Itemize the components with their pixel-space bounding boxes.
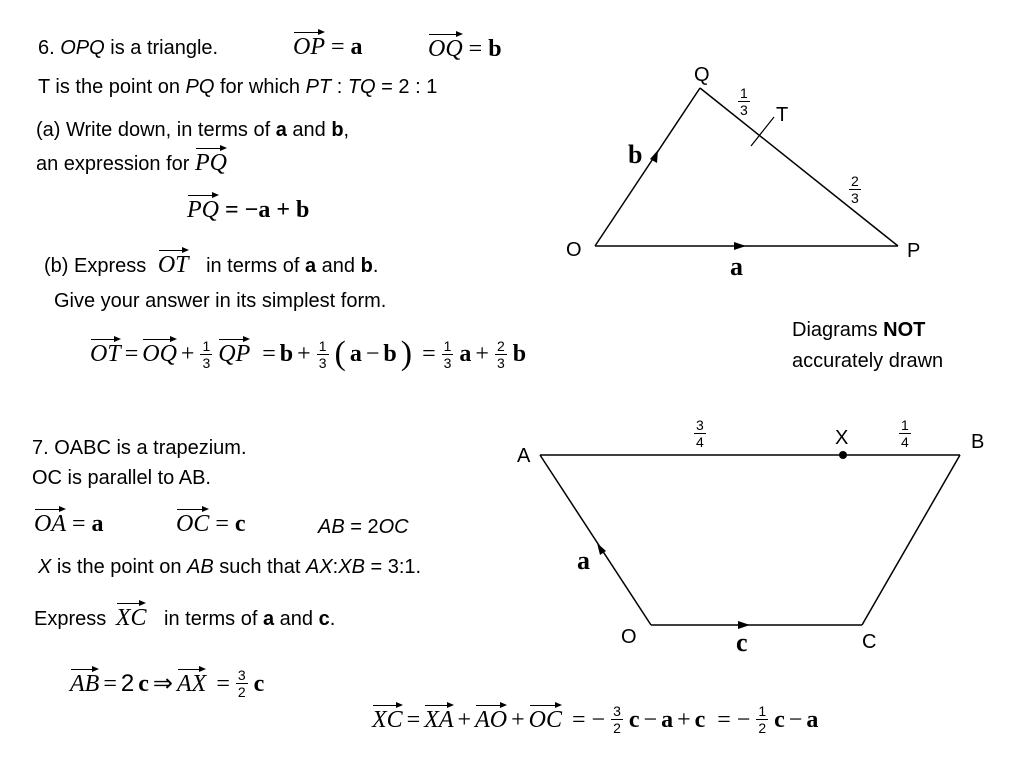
vector-xc: XC <box>115 605 147 631</box>
bold-c: c <box>253 670 265 697</box>
period: . <box>329 608 336 630</box>
numerator: 1 <box>740 85 748 101</box>
ratio: = 3:1. <box>370 556 422 578</box>
bold-c: c <box>774 706 785 733</box>
numerator: 1 <box>758 703 767 719</box>
denominator: 3 <box>740 102 748 118</box>
text: such that <box>219 556 301 578</box>
numerator: 3 <box>237 667 246 683</box>
line-cb <box>862 455 960 625</box>
fraction-xb <box>897 418 913 449</box>
vector-oq: OQ <box>142 341 177 367</box>
q6-opq: OPQ <box>60 37 105 59</box>
text: (b) Express <box>44 255 147 277</box>
eq-sign: = <box>262 341 276 367</box>
implies-icon: ⇒ <box>152 670 173 697</box>
minus-sign: − <box>643 706 658 733</box>
bold-c: c <box>318 608 330 630</box>
two: 2 <box>120 669 135 697</box>
colon: : <box>336 76 343 98</box>
oc-label: OC <box>378 516 409 538</box>
vector-oa: OA <box>34 511 66 537</box>
plus-sign: + <box>457 706 472 733</box>
eq-minus: = − <box>717 706 751 733</box>
text: T is the point on <box>38 76 180 98</box>
bold-a: a <box>349 341 362 367</box>
xb-label: XB <box>338 556 365 578</box>
minus-sign: − <box>788 706 803 733</box>
bold-a: a <box>661 706 674 733</box>
text: Diagrams <box>792 319 878 341</box>
and: and <box>279 608 314 630</box>
denominator: 2 <box>613 720 621 736</box>
ax-label: AX <box>305 556 333 578</box>
answer-a-rhs: = −a + b <box>225 197 310 223</box>
label-a: A <box>517 445 531 467</box>
line-qp <box>700 85 898 246</box>
eq-sign: = <box>72 511 86 537</box>
vector-ot: OT <box>157 252 189 278</box>
eq-sign: = <box>215 511 229 537</box>
q6-part-b-line2: Give your answer in its simplest form. <box>54 290 387 312</box>
x-label: X <box>38 556 52 578</box>
vector-qp: QP <box>218 341 251 367</box>
bold-a: a <box>275 119 287 141</box>
bold-a: a <box>806 706 819 733</box>
ab-label: AB <box>318 516 345 538</box>
text: (a) Write down, in terms of <box>36 119 271 141</box>
point-x-dot <box>839 451 847 459</box>
q7-answer-2 <box>372 704 818 735</box>
label-x: X <box>835 427 849 449</box>
q6-is-triangle: is a triangle. <box>110 37 219 59</box>
plus-sign: + <box>511 706 525 733</box>
line-oa <box>540 455 651 625</box>
bold-b: b <box>331 119 344 141</box>
label-o2: O <box>621 626 637 648</box>
pt-label: PT <box>305 76 332 98</box>
fraction-three-halves <box>611 704 623 735</box>
q7-line4 <box>38 557 421 577</box>
vector-ax: AX <box>177 670 207 697</box>
q7-express <box>34 606 335 630</box>
numerator: 1 <box>202 337 211 354</box>
bold-a: a <box>459 341 472 367</box>
numerator: 3 <box>613 703 621 719</box>
q7-answer-1 <box>70 668 264 699</box>
vector-b: b <box>488 36 502 62</box>
text: is the point on <box>56 556 182 578</box>
tq-label: TQ <box>347 76 376 98</box>
eq-sign: = <box>103 670 117 697</box>
numerator: 1 <box>318 337 327 354</box>
comma: , <box>343 119 350 141</box>
bold-a: a <box>262 608 275 630</box>
eq-sign: = <box>406 706 421 733</box>
bold-b: b <box>512 341 527 367</box>
q7-line2: OC is parallel to AB. <box>32 467 211 489</box>
label-vector-c: c <box>736 628 748 657</box>
vector-pq: PQ <box>194 150 227 176</box>
vector-ao: AO <box>475 706 508 733</box>
eq-sign: = <box>468 36 483 62</box>
text: in terms of <box>206 255 300 277</box>
colon: : <box>332 556 339 578</box>
vector-oc: OC <box>176 511 210 537</box>
period: . <box>372 255 379 277</box>
bold-c: c <box>138 670 149 697</box>
label-c: C <box>862 631 877 653</box>
denominator: 3 <box>496 354 505 371</box>
numerator: 2 <box>851 173 859 189</box>
vector-oq: OQ <box>428 36 463 62</box>
bold-c: c <box>234 511 246 537</box>
q7-oc-eq <box>176 512 246 536</box>
ab-label: AB <box>187 556 214 578</box>
bold-b: b <box>360 255 373 277</box>
q7-ab-eq <box>318 517 409 537</box>
vector-ot: OT <box>90 341 121 367</box>
numerator: 3 <box>696 417 704 433</box>
ratio: = 2 : 1 <box>381 76 438 98</box>
text: Express <box>34 608 107 630</box>
numerator: 1 <box>901 417 909 433</box>
text: an expression for <box>36 153 190 175</box>
label-q: Q <box>694 64 710 86</box>
plus-sign: + <box>297 341 311 367</box>
fraction-ax <box>692 418 708 449</box>
label-t: T <box>776 104 789 126</box>
vector-a: a <box>350 34 363 60</box>
bold-c: c <box>628 706 640 733</box>
eq-minus: = − <box>571 706 606 733</box>
q6-number: 6. <box>38 37 55 59</box>
fraction-one-half <box>756 704 768 735</box>
denominator: 2 <box>237 684 246 700</box>
q7-line1: 7. OABC is a trapezium. <box>32 437 247 459</box>
vector-xa: XA <box>424 706 454 733</box>
note-line2: accurately drawn <box>792 350 944 372</box>
numerator: 2 <box>496 337 505 354</box>
denominator: 3 <box>851 190 859 206</box>
q7-oa-eq <box>34 512 104 536</box>
numerator: 1 <box>443 337 452 354</box>
close-paren: ) <box>400 335 413 372</box>
eq-sign: = <box>216 670 230 697</box>
eq-sign: = <box>124 341 139 367</box>
bold-a: a <box>304 255 317 277</box>
and: and <box>321 255 356 277</box>
bold-b: b <box>279 341 294 367</box>
minus-sign: − <box>365 341 380 367</box>
label-o: O <box>566 239 582 261</box>
denominator: 3 <box>443 354 452 371</box>
label-vector-a: a <box>730 252 743 281</box>
note-line1 <box>792 320 925 340</box>
text: in terms of <box>164 608 258 630</box>
denominator: 4 <box>696 434 704 450</box>
text: for which <box>219 76 301 98</box>
denominator: 4 <box>901 434 909 450</box>
label-b: B <box>971 431 985 453</box>
plus-sign: + <box>180 341 195 367</box>
plus-sign: + <box>677 706 691 733</box>
line-oq <box>595 88 700 246</box>
denominator: 3 <box>318 354 327 371</box>
vector-oc: OC <box>528 706 562 733</box>
eq-sign: = <box>422 341 436 367</box>
vector-ab: AB <box>70 670 100 697</box>
vector-xc: XC <box>372 706 403 733</box>
label-p: P <box>907 240 921 262</box>
label-vector-b: b <box>628 140 643 169</box>
denominator: 3 <box>202 354 211 371</box>
open-paren: ( <box>334 335 346 372</box>
vector-pq: PQ <box>187 197 219 223</box>
arrow-op-icon <box>734 242 746 250</box>
bold-a: a <box>91 511 104 537</box>
denominator: 2 <box>758 720 767 736</box>
label-vector-a2: a <box>577 546 590 575</box>
eq-sign: = <box>331 34 345 60</box>
pq-label: PQ <box>185 76 215 98</box>
not-bold: NOT <box>883 319 926 341</box>
vector-op: OP <box>293 34 325 60</box>
fraction-tp <box>847 174 863 205</box>
plus-sign: + <box>475 341 489 367</box>
and: and <box>292 119 326 141</box>
fraction-three-halves <box>236 668 248 699</box>
eq-two: = 2 <box>350 516 379 538</box>
fraction-qt <box>736 86 752 117</box>
bold-b: b <box>383 341 397 367</box>
bold-c: c <box>694 706 706 733</box>
